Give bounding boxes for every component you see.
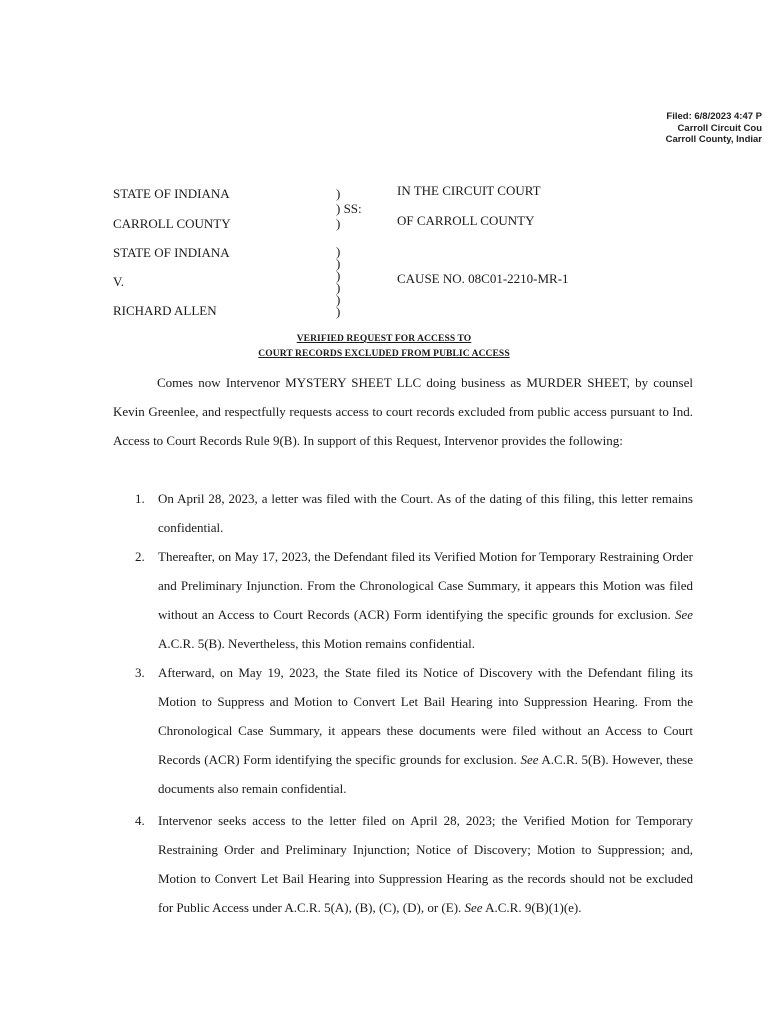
caption-cause-number: CAUSE NO. 08C01-2210-MR-1 bbox=[397, 271, 569, 286]
item-number: 3. bbox=[135, 665, 145, 680]
numbered-item-1 bbox=[113, 484, 693, 542]
caption-ss: ) SS: bbox=[336, 201, 362, 216]
caption-parens-top: ) bbox=[336, 186, 341, 201]
see-citation: See bbox=[520, 752, 539, 767]
numbered-item-2 bbox=[113, 542, 693, 658]
caption-defendant: RICHARD ALLEN bbox=[113, 303, 217, 318]
item-number: 2. bbox=[135, 549, 145, 564]
see-citation: See bbox=[464, 900, 483, 915]
caption-court-line2: OF CARROLL COUNTY bbox=[397, 213, 535, 228]
item-text: On April 28, 2023, a letter was filed with the Court. As of the dating of this filing, this letter remains confidential. bbox=[158, 491, 693, 535]
intro-paragraph bbox=[113, 368, 693, 455]
numbered-item-3 bbox=[113, 658, 693, 803]
caption-county: CARROLL COUNTY bbox=[113, 216, 231, 231]
caption-parens-mid: ) bbox=[336, 216, 341, 231]
caption-parens-bottom: ) ) ) ) ) ) bbox=[336, 244, 341, 319]
caption-court-line1: IN THE CIRCUIT COURT bbox=[397, 183, 541, 198]
see-citation: See bbox=[674, 607, 693, 622]
item-text: Thereafter, on May 17, 2023, the Defendant filed its Verified Motion for Temporary Restraining Order and Preliminary Injunction. From the Chronological Case Summary, it appears this Motion was filed without an Access to Court Records (ACR) Form identifying the specific grounds for exclusion. See A.C.R. 5(B). Nevertheless, this Motion remains confidential. bbox=[158, 549, 693, 651]
item-number: 4. bbox=[135, 813, 145, 828]
caption-state: STATE OF INDIANA bbox=[113, 186, 230, 201]
document-title-line1: VERIFIED REQUEST FOR ACCESS TO bbox=[296, 334, 472, 344]
item-number: 1. bbox=[135, 491, 145, 506]
caption-versus: V. bbox=[113, 274, 124, 289]
filing-stamp-county: Carroll County, Indiar bbox=[665, 134, 762, 145]
document-title-line2: COURT RECORDS EXCLUDED FROM PUBLIC ACCESS bbox=[258, 349, 510, 359]
filing-stamp-date: Filed: 6/8/2023 4:47 P bbox=[666, 111, 762, 122]
caption-plaintiff: STATE OF INDIANA bbox=[113, 245, 230, 260]
numbered-item-4 bbox=[113, 806, 693, 922]
filing-stamp-court: Carroll Circuit Cou bbox=[677, 122, 762, 134]
intro-text: Comes now Intervenor MYSTERY SHEET LLC doing business as MURDER SHEET, by counsel Kevin Greenlee, and respectfully requests access to court records excluded from public access pursuant to Ind. Access to Court Records Rule 9(B). In support of this Request, Intervenor provides the following: bbox=[113, 375, 693, 448]
item-text: Afterward, on May 19, 2023, the State filed its Notice of Discovery with the Defendant filing its Motion to Suppress and Motion to Convert Let Bail Hearing into Suppression Hearing. From the Chronological Case Summary, it appears these documents were filed without an Access to Court Records (ACR) Form identifying the specific grounds for exclusion. See A.C.R. 5(B). However, these documents also remain confidential. bbox=[158, 665, 693, 796]
filing-stamp bbox=[632, 111, 762, 146]
item-text: Intervenor seeks access to the letter filed on April 28, 2023; the Verified Motion for Temporary Restraining Order and Preliminary Injunction; Notice of Discovery; Motion to Suppression; and, Motion to Convert Let Bail Hearing into Suppression Hearing as the records should not be excluded for Public Access under A.C.R. 5(A), (B), (C), (D), or (E). See A.C.R. 9(B)(1)(e). bbox=[158, 813, 693, 915]
